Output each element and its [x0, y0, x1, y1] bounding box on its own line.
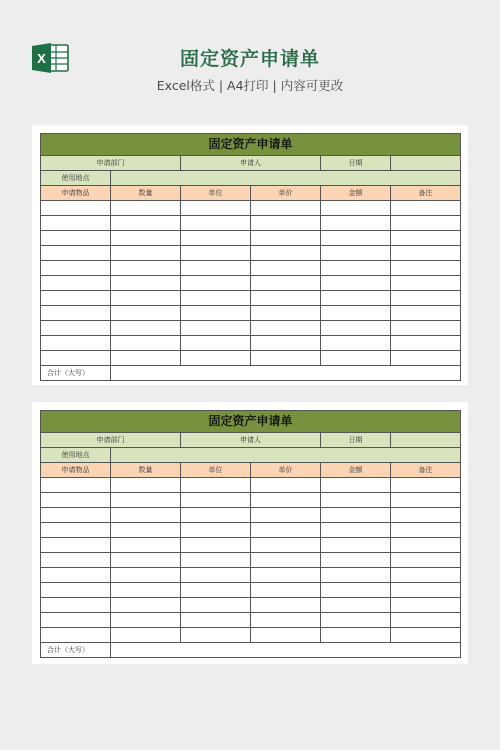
total-cell[interactable] — [111, 643, 461, 658]
entry-cell[interactable] — [181, 336, 251, 351]
entry-cell[interactable] — [181, 628, 251, 643]
dept-label: 申请部门 — [41, 433, 181, 448]
entry-cell[interactable] — [251, 478, 321, 493]
entry-cell[interactable] — [251, 538, 321, 553]
entry-cell[interactable] — [41, 553, 111, 568]
table-row — [41, 553, 461, 568]
col-unit-price: 单价 — [251, 186, 321, 201]
entry-cell[interactable] — [181, 231, 251, 246]
dept-label: 申请部门 — [41, 156, 181, 171]
entry-cell[interactable] — [321, 336, 391, 351]
date-label: 日期 — [321, 156, 391, 171]
page-subtitle: Excel格式 | A4打印 | 内容可更改 — [156, 78, 344, 93]
entry-cell[interactable] — [181, 568, 251, 583]
entry-cell[interactable] — [251, 216, 321, 231]
entry-cell[interactable] — [391, 613, 461, 628]
entry-cell[interactable] — [41, 201, 111, 216]
entry-cell[interactable] — [181, 321, 251, 336]
entry-cell[interactable] — [181, 493, 251, 508]
entry-cell[interactable] — [391, 508, 461, 523]
entry-cell[interactable] — [181, 261, 251, 276]
location-label: 使用地点 — [41, 448, 111, 463]
col-item: 申请物品 — [41, 186, 111, 201]
entry-cell[interactable] — [251, 553, 321, 568]
col-quantity: 数量 — [111, 463, 181, 478]
entry-cell[interactable] — [41, 523, 111, 538]
table-row — [41, 508, 461, 523]
entry-cell[interactable] — [391, 478, 461, 493]
entry-cell[interactable] — [181, 306, 251, 321]
blank-rows — [41, 201, 461, 366]
entry-cell[interactable] — [251, 336, 321, 351]
col-item: 申请物品 — [41, 463, 111, 478]
entry-cell[interactable] — [41, 583, 111, 598]
entry-cell[interactable] — [321, 598, 391, 613]
entry-cell[interactable] — [111, 216, 181, 231]
entry-cell[interactable] — [391, 568, 461, 583]
entry-cell[interactable] — [321, 583, 391, 598]
entry-cell[interactable] — [181, 523, 251, 538]
blank-rows — [41, 478, 461, 643]
entry-cell[interactable] — [251, 523, 321, 538]
entry-cell[interactable] — [321, 568, 391, 583]
table-row — [41, 261, 461, 276]
entry-cell[interactable] — [321, 351, 391, 366]
entry-cell[interactable] — [41, 538, 111, 553]
form-preview-1 — [32, 125, 468, 385]
page-title: 固定资产申请单 — [179, 48, 320, 70]
entry-cell[interactable] — [41, 598, 111, 613]
entry-cell[interactable] — [41, 231, 111, 246]
table-row — [41, 538, 461, 553]
entry-cell[interactable] — [391, 231, 461, 246]
date-cell[interactable] — [391, 433, 461, 448]
table-row — [41, 321, 461, 336]
col-amount: 金额 — [321, 186, 391, 201]
entry-cell[interactable] — [251, 306, 321, 321]
entry-cell[interactable] — [181, 553, 251, 568]
entry-cell[interactable] — [111, 538, 181, 553]
entry-cell[interactable] — [391, 628, 461, 643]
entry-cell[interactable] — [251, 493, 321, 508]
entry-cell[interactable] — [41, 478, 111, 493]
entry-cell[interactable] — [41, 336, 111, 351]
entry-cell[interactable] — [111, 351, 181, 366]
entry-cell[interactable] — [321, 216, 391, 231]
entry-cell[interactable] — [321, 508, 391, 523]
entry-cell[interactable] — [391, 583, 461, 598]
entry-cell[interactable] — [111, 598, 181, 613]
table-row — [41, 201, 461, 216]
table-row — [41, 216, 461, 231]
entry-cell[interactable] — [41, 568, 111, 583]
total-label: 合计（大写） — [41, 643, 111, 658]
entry-cell[interactable] — [181, 538, 251, 553]
entry-cell[interactable] — [111, 508, 181, 523]
entry-cell[interactable] — [251, 231, 321, 246]
col-unit: 单位 — [181, 463, 251, 478]
location-cell[interactable] — [111, 448, 461, 463]
entry-cell[interactable] — [321, 613, 391, 628]
entry-cell[interactable] — [321, 261, 391, 276]
entry-cell[interactable] — [391, 216, 461, 231]
entry-cell[interactable] — [111, 568, 181, 583]
entry-cell[interactable] — [111, 613, 181, 628]
table-row — [41, 493, 461, 508]
entry-cell[interactable] — [251, 291, 321, 306]
entry-cell[interactable] — [181, 583, 251, 598]
entry-cell[interactable] — [41, 276, 111, 291]
entry-cell[interactable] — [111, 336, 181, 351]
entry-cell[interactable] — [391, 493, 461, 508]
entry-cell[interactable] — [251, 201, 321, 216]
total-label: 合计（大写） — [41, 366, 111, 381]
entry-cell[interactable] — [181, 508, 251, 523]
entry-cell[interactable] — [251, 568, 321, 583]
entry-cell[interactable] — [181, 478, 251, 493]
entry-cell[interactable] — [391, 553, 461, 568]
entry-cell[interactable] — [41, 508, 111, 523]
entry-cell[interactable] — [321, 478, 391, 493]
entry-cell[interactable] — [251, 321, 321, 336]
table-row — [41, 291, 461, 306]
entry-cell[interactable] — [391, 306, 461, 321]
entry-cell[interactable] — [391, 351, 461, 366]
entry-cell[interactable] — [111, 246, 181, 261]
table-row — [41, 598, 461, 613]
location-label: 使用地点 — [41, 171, 111, 186]
entry-cell[interactable] — [111, 523, 181, 538]
entry-cell[interactable] — [321, 321, 391, 336]
entry-cell[interactable] — [251, 613, 321, 628]
entry-cell[interactable] — [41, 493, 111, 508]
entry-cell[interactable] — [111, 276, 181, 291]
entry-cell[interactable] — [111, 201, 181, 216]
entry-cell[interactable] — [391, 201, 461, 216]
entry-cell[interactable] — [321, 291, 391, 306]
entry-cell[interactable] — [251, 583, 321, 598]
col-remarks: 备注 — [391, 463, 461, 478]
col-remarks: 备注 — [391, 186, 461, 201]
entry-cell[interactable] — [41, 246, 111, 261]
entry-cell[interactable] — [41, 216, 111, 231]
entry-cell[interactable] — [41, 351, 111, 366]
table-row — [41, 306, 461, 321]
table-row — [41, 628, 461, 643]
entry-cell[interactable] — [111, 478, 181, 493]
entry-cell[interactable] — [181, 246, 251, 261]
entry-cell[interactable] — [391, 321, 461, 336]
entry-cell[interactable] — [111, 583, 181, 598]
entry-cell[interactable] — [41, 291, 111, 306]
entry-cell[interactable] — [391, 246, 461, 261]
page-header — [0, 0, 500, 118]
form-preview-2 — [32, 402, 468, 664]
entry-cell[interactable] — [111, 261, 181, 276]
entry-cell[interactable] — [181, 351, 251, 366]
entry-cell[interactable] — [111, 306, 181, 321]
col-amount: 金额 — [321, 463, 391, 478]
entry-cell[interactable] — [251, 628, 321, 643]
entry-cell[interactable] — [251, 598, 321, 613]
entry-cell[interactable] — [321, 246, 391, 261]
entry-cell[interactable] — [181, 598, 251, 613]
sheet-title: 固定资产申请单 — [41, 134, 461, 156]
entry-cell[interactable] — [111, 628, 181, 643]
date-cell[interactable] — [391, 156, 461, 171]
entry-cell[interactable] — [321, 201, 391, 216]
table-row — [41, 276, 461, 291]
col-unit: 单位 — [181, 186, 251, 201]
excel-icon-letter: X — [37, 51, 46, 66]
entry-cell[interactable] — [321, 493, 391, 508]
entry-cell[interactable] — [111, 291, 181, 306]
table-row — [41, 613, 461, 628]
entry-cell[interactable] — [391, 276, 461, 291]
entry-cell[interactable] — [321, 276, 391, 291]
entry-cell[interactable] — [181, 276, 251, 291]
entry-cell[interactable] — [391, 523, 461, 538]
entry-cell[interactable] — [111, 493, 181, 508]
location-cell[interactable] — [111, 171, 461, 186]
entry-cell[interactable] — [251, 351, 321, 366]
entry-cell[interactable] — [391, 261, 461, 276]
table-row — [41, 568, 461, 583]
table-row — [41, 478, 461, 493]
table-row — [41, 583, 461, 598]
entry-cell[interactable] — [321, 538, 391, 553]
applicant-label: 申请人 — [181, 433, 321, 448]
total-cell[interactable] — [111, 366, 461, 381]
entry-cell[interactable] — [181, 291, 251, 306]
entry-cell[interactable] — [391, 538, 461, 553]
entry-cell[interactable] — [41, 306, 111, 321]
entry-cell[interactable] — [251, 276, 321, 291]
entry-cell[interactable] — [41, 321, 111, 336]
asset-request-sheet-1 — [40, 133, 461, 381]
entry-cell[interactable] — [391, 598, 461, 613]
entry-cell[interactable] — [41, 261, 111, 276]
table-row — [41, 246, 461, 261]
entry-cell[interactable] — [321, 628, 391, 643]
entry-cell[interactable] — [321, 553, 391, 568]
col-unit-price: 单价 — [251, 463, 321, 478]
entry-cell[interactable] — [321, 231, 391, 246]
entry-cell[interactable] — [391, 291, 461, 306]
entry-cell[interactable] — [251, 261, 321, 276]
entry-cell[interactable] — [181, 201, 251, 216]
entry-cell[interactable] — [111, 321, 181, 336]
col-quantity: 数量 — [111, 186, 181, 201]
entry-cell[interactable] — [181, 216, 251, 231]
entry-cell[interactable] — [41, 628, 111, 643]
date-label: 日期 — [321, 433, 391, 448]
sheet-title: 固定资产申请单 — [41, 411, 461, 433]
entry-cell[interactable] — [251, 508, 321, 523]
asset-request-sheet-2 — [40, 410, 461, 658]
entry-cell[interactable] — [251, 246, 321, 261]
table-row — [41, 523, 461, 538]
entry-cell[interactable] — [111, 553, 181, 568]
table-row — [41, 351, 461, 366]
entry-cell[interactable] — [181, 613, 251, 628]
entry-cell[interactable] — [391, 336, 461, 351]
applicant-label: 申请人 — [181, 156, 321, 171]
entry-cell[interactable] — [321, 306, 391, 321]
entry-cell[interactable] — [111, 231, 181, 246]
entry-cell[interactable] — [321, 523, 391, 538]
table-row — [41, 336, 461, 351]
entry-cell[interactable] — [41, 613, 111, 628]
table-row — [41, 231, 461, 246]
